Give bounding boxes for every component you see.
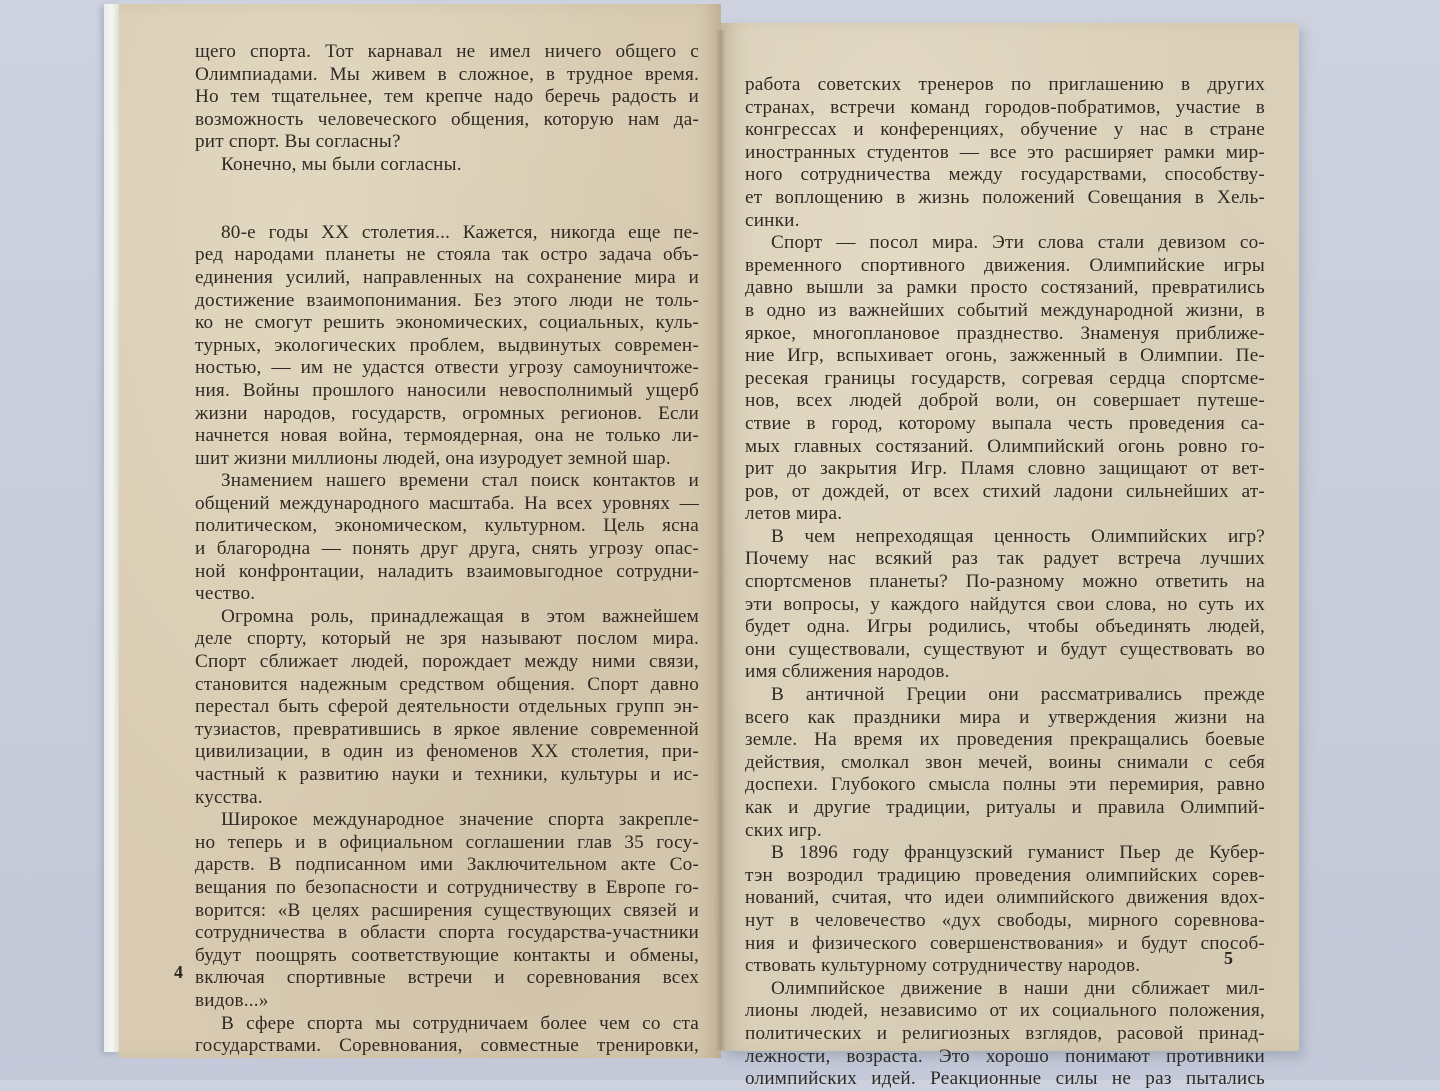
text-line: кусства. [195, 786, 263, 808]
text-line: действия, смолкал звон мечей, воины снимали с себя [745, 751, 1265, 773]
text-line: ния. Войны прошлого наносили невосполнимый ущерб [195, 379, 699, 401]
text-line: включая спортивные встречи и соревнования всех [195, 967, 699, 989]
text-line: ностью, — им не удастся отвести угрозу самоуничтоже- [195, 357, 699, 379]
text-line: Спорт — посол мира. Эти слова стали девизом со- [771, 232, 1265, 254]
text-line: дарств. В подписанном ими Заключительном акте Со- [195, 854, 699, 876]
text-line: рит до закрытия Игр. Пламя словно защищают от вет- [745, 458, 1265, 480]
text-line: и благородна — понять друг друга, снять угрозу опас- [195, 538, 699, 560]
text-line: начнется новая война, термоядерная, она не только ли- [195, 425, 699, 447]
text-line: мых главных состязаний. Олимпийский огонь ровно го- [745, 435, 1265, 457]
text-line: нований, считая, что идеи олимпийского движения вдох- [745, 887, 1265, 909]
text-line: возможность человеческого общения, которую нам да- [195, 108, 699, 130]
text-line: вещания по безопасности и сотрудничеству в Европе го- [195, 876, 699, 898]
text-line: нут в человечество «дух свободы, мирного соревнова- [745, 909, 1265, 931]
text-line: ной конфронтации, наладить взаимовыгодное сотрудни- [195, 560, 699, 582]
text-line: шит жизни миллионы людей, она изуродует земной шар. [195, 447, 671, 469]
text-line: сотрудничества в области спорта государства-участники [195, 922, 699, 944]
text-line: тэн возродил традицию проведения олимпийских сорев- [745, 864, 1265, 886]
text-line: турных, экологических проблем, выдвинутых современ- [195, 334, 699, 356]
text-line: единения усилий, направленных на сохранение мира и [195, 266, 699, 288]
text-line: ресекая границы государств, согревая сердца спортсме- [745, 367, 1265, 389]
left-page [119, 4, 721, 1058]
text-line: синки. [745, 209, 800, 231]
text-line: цивилизации, в один из феноменов XX столетия, при- [195, 741, 699, 763]
text-line: Олимпийское движение в наши дни сближает мил- [771, 977, 1265, 999]
text-line: лионы людей, независимо от их социального положения, [745, 1000, 1265, 1022]
text-line: В сфере спорта мы сотрудничаем более чем со ста [221, 1012, 699, 1034]
text-line: частный к развитию науки и техники, культуры и ис- [195, 764, 699, 785]
text-line: видов...» [195, 989, 269, 1011]
text-line: эти вопросы, у каждого найдутся свои слова, но суть их [745, 593, 1265, 615]
text-line: в одно из важнейших событий международной жизни, в [745, 299, 1265, 321]
left-page-text [195, 41, 699, 1058]
book-cover-edge [104, 4, 120, 1052]
text-line [195, 177, 699, 200]
right-page [721, 23, 1299, 1090]
text-line: ских игр. [745, 819, 822, 841]
text-line: 80-е годы XX столетия... Кажется, никогда еще пе- [221, 221, 699, 243]
text-line: ворится: «В целях расширения существующих связей и [195, 899, 699, 921]
text-line: чество. [195, 583, 256, 605]
text-line: рит спорт. Вы согласны? [195, 131, 401, 153]
text-line: В 1896 году французский гуманист Пьер де Кубер- [771, 842, 1265, 864]
text-line: политическом, экономическом, культурном. Цель ясна [195, 515, 699, 537]
text-line: В чем непреходящая ценность Олимпийских игр? [771, 525, 1265, 547]
text-line: давно вышли за рамки просто состязаний, превратились [745, 277, 1265, 299]
text-line: Но тем тщательнее, тем крепче надо беречь радость и [195, 86, 699, 108]
text-line: временного спортивного движения. Олимпийские игры [745, 254, 1265, 276]
text-line: олимпийских идей. Реакционные силы не раз пытались [745, 1068, 1265, 1090]
text-line: ет воплощению в жизнь положений Совещания в Хель- [745, 186, 1265, 208]
text-line: ния и физического совершенствования» и будут способ- [745, 932, 1265, 954]
text-line: всего как праздники мира и утверждения жизни на [745, 706, 1265, 728]
book-gutter [716, 30, 726, 1050]
text-line: Огромна роль, принадлежащая в этом важнейшем [221, 605, 699, 627]
text-line: как и другие традиции, ритуалы и правила Олимпий- [745, 797, 1265, 818]
text-line: деле спорту, который не зря называют послом мира. [195, 628, 699, 650]
text-line: Почему нас всякий раз так радует встреча лучших [745, 548, 1265, 570]
text-line: конгрессах и конференциях, обучение у нас в стране [745, 119, 1265, 141]
text-line: общений международного масштаба. На всех уровнях — [195, 492, 699, 514]
text-line: нов, всех людей доброй воли, он совершает путеше- [745, 390, 1265, 412]
text-line: государствами. Соревнования, совместные тренировки, [195, 1035, 699, 1057]
text-line: Конечно, мы были согласны. [221, 153, 462, 175]
text-line: ред народами планеты не стояла так остро задача объ- [195, 244, 699, 266]
text-line [195, 199, 699, 222]
right-page-text [745, 74, 1265, 1091]
text-line: ствовать культурному сотрудничеству народов. [745, 955, 1141, 977]
text-line: ние Игр, вспыхивает огонь, зажженный в Олимпии. Пе- [745, 345, 1265, 367]
text-line: тузиастов, превратившись в яркое явление современной [195, 718, 699, 740]
text-line: иностранных студентов — все это расширяет рамки мир- [745, 141, 1265, 163]
text-line: перестал быть сферой деятельности отдельных групп эн- [195, 696, 699, 718]
text-line: политических и религиозных взглядов, расовой принад- [745, 1022, 1265, 1044]
text-line: лежности, возраста. Это хорошо понимают противники [745, 1045, 1265, 1067]
text-line: становится надежным средством общения. Спорт давно [195, 673, 699, 695]
text-line: они существовали, существуют и будут существовать во [745, 638, 1265, 660]
text-line: Олимпиадами. Мы живем в сложное, в трудное время. [195, 63, 699, 85]
text-line: ного сотрудничества между государствами, способству- [745, 164, 1265, 186]
page-number-right: 5 [1224, 948, 1233, 968]
text-line: ров, от дождей, от всех стихий ладони сильнейших ат- [745, 480, 1265, 502]
text-line: яркое, многоплановое празднество. Знаменуя приближе- [745, 322, 1265, 344]
text-line: будут поощрять соответствующие контакты и обмены, [195, 944, 699, 966]
text-line: достижение взаимопонимания. Без этого люди не толь- [195, 289, 699, 311]
text-line: Знамением нашего времени стал поиск контактов и [221, 470, 699, 492]
text-line: работа советских тренеров по приглашению в других [745, 74, 1265, 95]
text-line: щего спорта. Тот карнавал не имел ничего общего с [195, 41, 699, 62]
text-line: доспехи. Глубокого смысла полны эти перемирия, равно [745, 774, 1265, 796]
text-line: летов мира. [745, 503, 843, 525]
text-line: будет одна. Игры родились, чтобы объединять людей, [745, 616, 1265, 638]
text-line: имя сближения народов. [745, 661, 950, 683]
text-line: странах, встречи команд городов-побратимов, участие в [745, 96, 1265, 118]
text-line: но теперь и в официальном соглашении глав 35 госу- [195, 831, 699, 853]
text-line: земле. На время их проведения прекращались боевые [745, 729, 1265, 751]
text-line: жизни народов, государств, огромных регионов. Если [195, 402, 699, 424]
text-line: ко не смогут решить экономических, социальных, куль- [195, 312, 699, 334]
text-line: Спорт сближает людей, порождает между ними связи, [195, 651, 699, 673]
text-line: ствие в город, которому выпала честь проведения са- [745, 412, 1265, 434]
text-line: В античной Греции они рассматривались прежде [771, 684, 1265, 706]
text-line: Широкое международное значение спорта закрепле- [221, 809, 699, 831]
page-number-left: 4 [174, 962, 183, 982]
text-line: спортсменов планеты? По-разному можно ответить на [745, 571, 1265, 593]
